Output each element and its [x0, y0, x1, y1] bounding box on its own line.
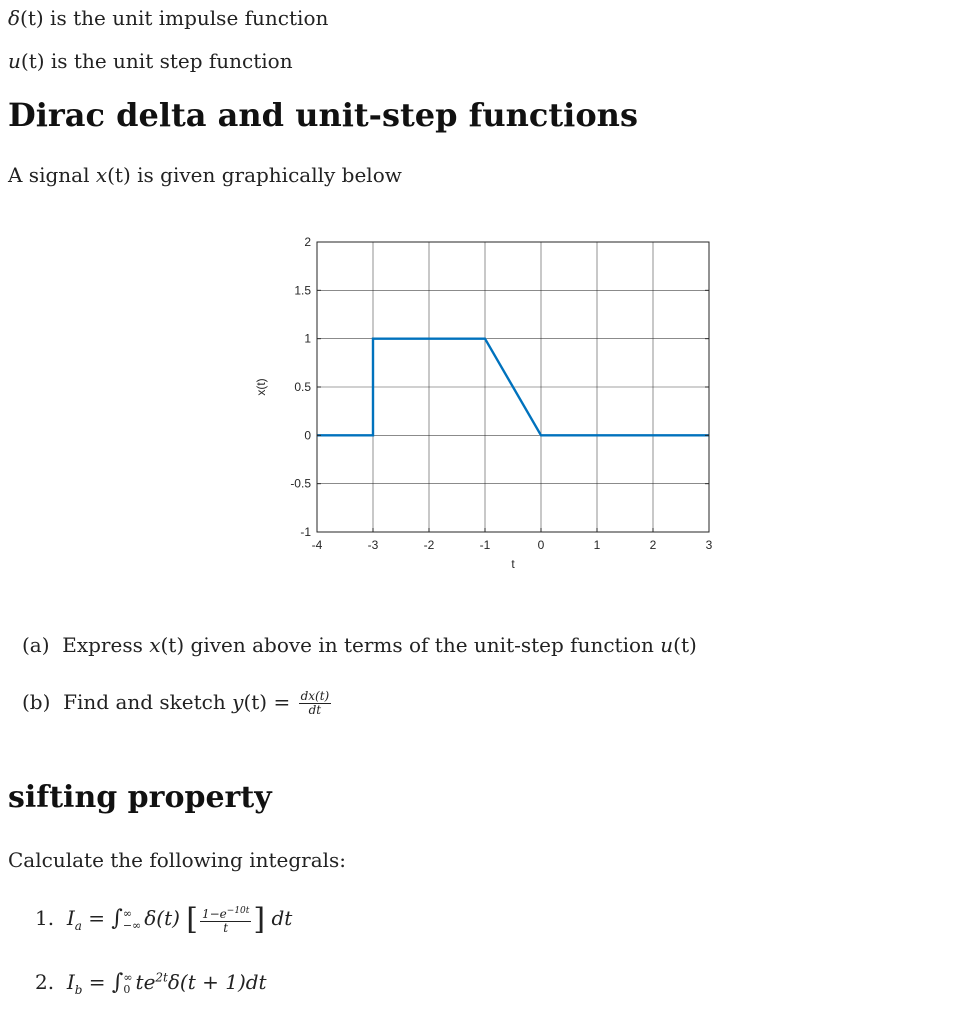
question-b-symbol: y: [232, 690, 244, 714]
integrals-intro: Calculate the following integrals:: [8, 848, 347, 872]
impulse-text: is the unit impulse function: [43, 6, 329, 30]
intro-pre: A signal: [8, 163, 96, 187]
question-a-arg2: (t): [673, 633, 697, 657]
integral-1-fraction: [200, 905, 251, 935]
intro-post: is given graphically below: [130, 163, 402, 187]
y-tick-label: -0.5: [290, 476, 311, 491]
integral-2-subscript: b: [74, 983, 83, 997]
y-tick-label: 1: [304, 331, 311, 346]
step-symbol: u: [8, 49, 21, 73]
integral-1-denominator: t: [223, 920, 229, 935]
signal-plot: [240, 225, 730, 580]
integral-1-limits: [123, 908, 141, 932]
y-tick-label: 0.5: [294, 380, 311, 394]
integral-1: [35, 902, 292, 937]
chart-ticks: [290, 235, 712, 552]
y-tick-label: 0: [304, 428, 311, 443]
question-a: [22, 633, 697, 657]
delta-arg: (t): [20, 6, 44, 30]
x-tick-label: 3: [705, 538, 713, 552]
x-tick-label: -4: [311, 538, 323, 552]
x-tick-label: 1: [593, 538, 601, 552]
section-heading-sifting: sifting property: [8, 780, 272, 815]
derivative-fraction: [299, 690, 332, 717]
integral-1-subscript: a: [74, 919, 82, 933]
integral-1-numerator: [200, 905, 251, 922]
question-a-pre: Express: [62, 633, 150, 657]
integral-2-rest: δ(t + 1)dt: [167, 970, 267, 994]
integral-1-exponent: −10t: [226, 905, 250, 916]
integral-1-dt: dt: [271, 906, 293, 930]
integral-2-exponent: 2t: [155, 970, 168, 985]
x-tick-label: -3: [367, 538, 379, 552]
x-tick-label: 2: [649, 538, 657, 552]
integral-2-equals: =: [82, 970, 112, 994]
question-b-label: (b): [22, 690, 51, 714]
y-tick-label: -1: [300, 525, 311, 539]
derivative-denominator: dt: [308, 703, 322, 717]
question-a-label: (a): [22, 633, 50, 657]
integral-2-name: I: [66, 970, 75, 994]
question-b-pre: Find and sketch: [63, 690, 233, 714]
step-definition: [8, 49, 293, 73]
derivative-numerator: dx(t): [300, 689, 330, 703]
integral-1-name: I: [66, 906, 75, 930]
integral-1-body: δ(t): [144, 906, 180, 930]
x-tick-label: -2: [423, 538, 435, 552]
integral-1-numerator-base: 1−e: [201, 906, 227, 921]
delta-symbol: δ: [8, 6, 21, 30]
integral-1-sign: ∫: [111, 906, 123, 931]
integral-1-upper: ∞: [122, 906, 132, 920]
integral-1-equals: =: [81, 906, 112, 930]
question-a-symbol: x: [149, 633, 161, 657]
integral-2-te: te: [135, 970, 156, 994]
question-a-symbol2: u: [660, 633, 674, 657]
question-a-arg: (t): [160, 633, 185, 657]
integral-2-number: 2.: [35, 970, 55, 994]
integral-1-number: 1.: [35, 906, 55, 930]
question-a-mid: given above in terms of the unit-step function: [184, 633, 661, 657]
question-b-arg: (t) =: [243, 690, 291, 714]
question-b: [22, 690, 333, 717]
integral-2-lower: 0: [123, 982, 131, 996]
x-axis-label: t: [511, 557, 515, 571]
integral-2: [35, 970, 267, 997]
step-arg: (t): [20, 49, 45, 73]
section-heading-dirac: Dirac delta and unit-step functions: [8, 96, 638, 134]
integral-1-lower: −∞: [122, 918, 142, 932]
integral-2-sign: ∫: [111, 970, 124, 995]
intro-arg: (t): [107, 163, 131, 187]
right-bracket: ]: [253, 902, 266, 937]
intro-symbol: x: [95, 163, 108, 187]
y-tick-label: 2: [304, 235, 311, 249]
left-bracket: [: [186, 902, 198, 937]
x-tick-label: -1: [479, 538, 491, 552]
step-text: is the unit step function: [44, 49, 293, 73]
integral-2-limits: [123, 972, 132, 996]
impulse-definition: [8, 6, 328, 30]
y-tick-label: 1.5: [294, 283, 311, 298]
y-axis-label: x(t): [254, 378, 268, 396]
integral-2-upper: ∞: [123, 970, 133, 984]
x-tick-label: 0: [537, 538, 545, 552]
signal-intro: [8, 163, 402, 187]
